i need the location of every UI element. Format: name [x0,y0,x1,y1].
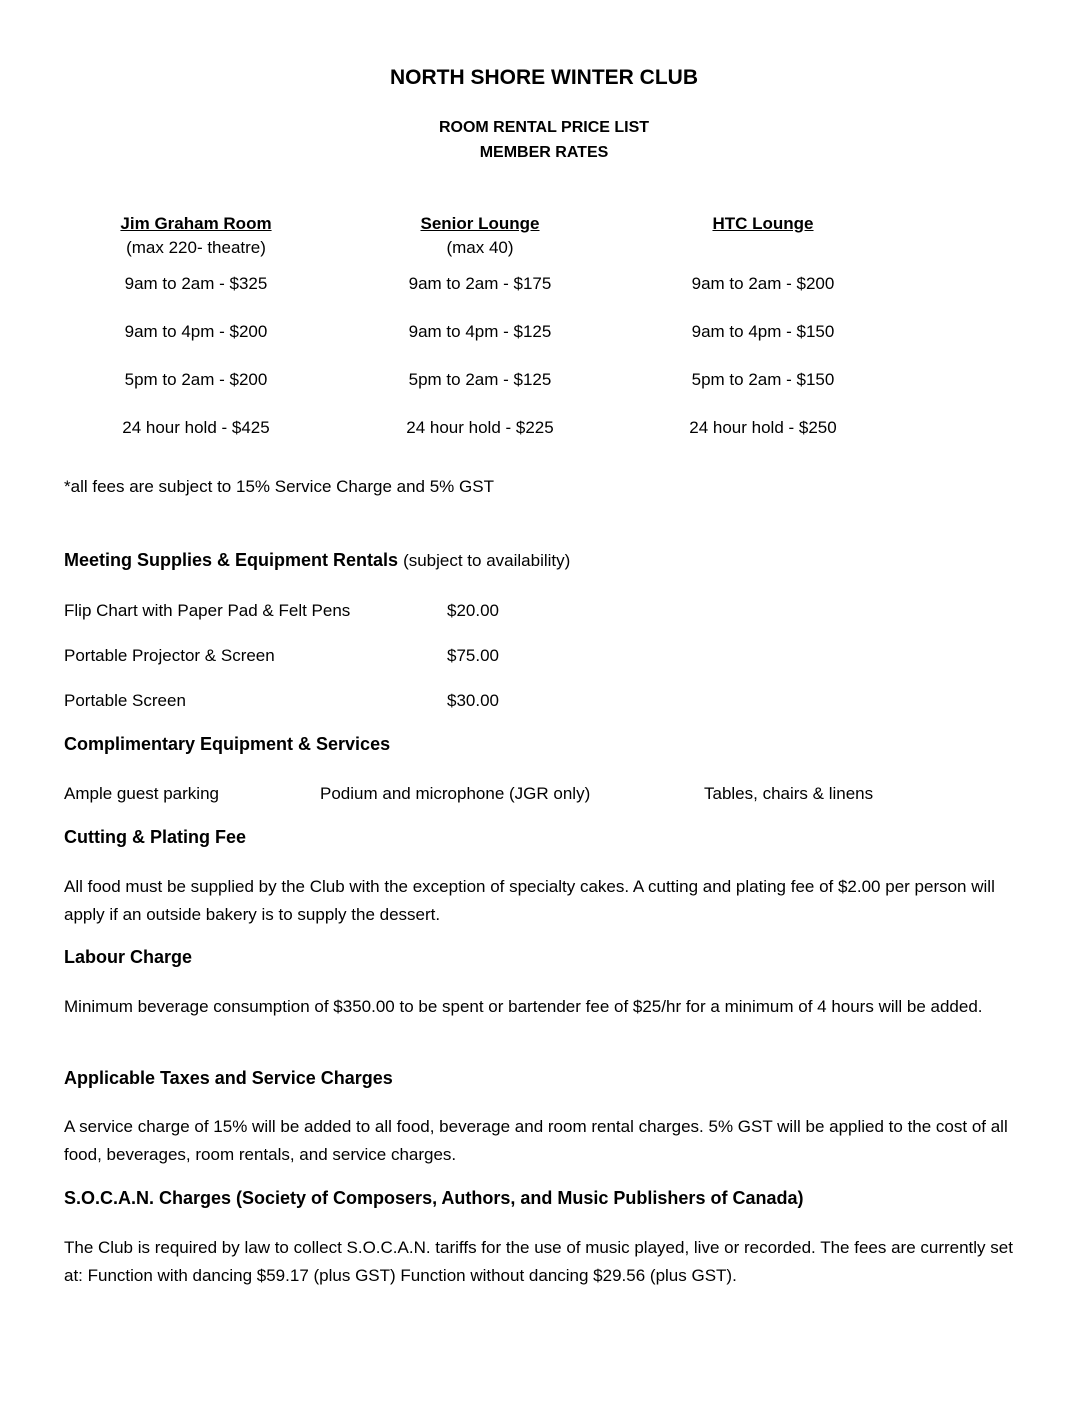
rate-item: 24 hour hold - $425 [122,418,270,437]
rate-item: 24 hour hold - $225 [406,418,554,437]
rate-item: 9am to 4pm - $125 [408,322,552,341]
room-capacity: (max 220- theatre) [126,238,266,257]
cutting-paragraph: All food must be supplied by the Club with the exception of specialty cakes. A cutting and plating fee of $2.00 per person will apply if an outside bakery is to supply the dessert. [64,877,995,924]
rate-item: 5pm to 2am - $125 [408,370,552,389]
rate-item: 24 hour hold - $250 [689,418,837,437]
room-capacity: (max 40) [446,238,514,257]
supply-item-price: $20.00 [447,601,499,620]
rate-item: 9am to 4pm - $200 [124,322,268,341]
rate-item: 9am to 4pm - $150 [691,322,835,341]
labour-heading: Labour Charge [64,947,193,967]
room-column-htc-lounge [663,212,863,452]
complimentary-heading: Complimentary Equipment & Services [64,734,391,754]
rate-item: 9am to 2am - $175 [408,274,552,293]
rate-item: 9am to 2am - $200 [691,274,835,293]
complimentary-item: Ample guest parking [64,784,219,803]
complimentary-item: Tables, chairs & linens [704,784,874,803]
member-rates-subtitle: MEMBER RATES [479,144,609,161]
supply-item-label: Portable Screen [64,691,186,710]
document-title: NORTH SHORE WINTER CLUB [390,66,698,89]
room-name: Jim Graham Room [120,214,272,233]
supply-item-label: Flip Chart with Paper Pad & Felt Pens [64,601,351,620]
supplies-heading-note: (subject to availability) [403,551,571,570]
room-capacity [663,236,863,260]
room-column-senior-lounge [380,212,580,452]
taxes-paragraph: A service charge of 15% will be added to all food, beverage and room rental charges. 5% GST will be applied to the cost of all food, beverages, room rentals, and service charges. [64,1117,1008,1164]
complimentary-item: Podium and microphone (JGR only) [320,784,591,803]
price-list-subtitle: ROOM RENTAL PRICE LIST [438,119,650,136]
room-name: Senior Lounge [420,214,540,233]
supply-item-price: $30.00 [447,691,499,710]
labour-paragraph: Minimum beverage consumption of $350.00 to be spent or bartender fee of $25/hr for a minimum of 4 hours will be added. [64,997,983,1016]
supply-item-price: $75.00 [447,646,499,665]
supply-item-label: Portable Projector & Screen [64,646,275,665]
taxes-heading: Applicable Taxes and Service Charges [64,1068,393,1088]
socan-heading: S.O.C.A.N. Charges (Society of Composers, Authors, and Music Publishers of Canada) [64,1188,804,1208]
cutting-heading: Cutting & Plating Fee [64,827,246,847]
socan-paragraph: The Club is required by law to collect S.O.C.A.N. tariffs for the use of music played, live or recorded. The fees are currently set at: Function with dancing $59.17 (plus GST) Function without dancing $29.56 (plus GST). [64,1238,1013,1285]
rate-item: 5pm to 2am - $150 [691,370,835,389]
supplies-heading-text: Meeting Supplies & Equipment Rentals [64,550,399,570]
fees-note: *all fees are subject to 15% Service Charge and 5% GST [64,477,494,496]
rate-item: 9am to 2am - $325 [124,274,268,293]
supplies-heading [64,550,570,571]
rate-item: 5pm to 2am - $200 [124,370,268,389]
room-column-jim-graham [96,212,296,452]
room-name: HTC Lounge [712,214,814,233]
